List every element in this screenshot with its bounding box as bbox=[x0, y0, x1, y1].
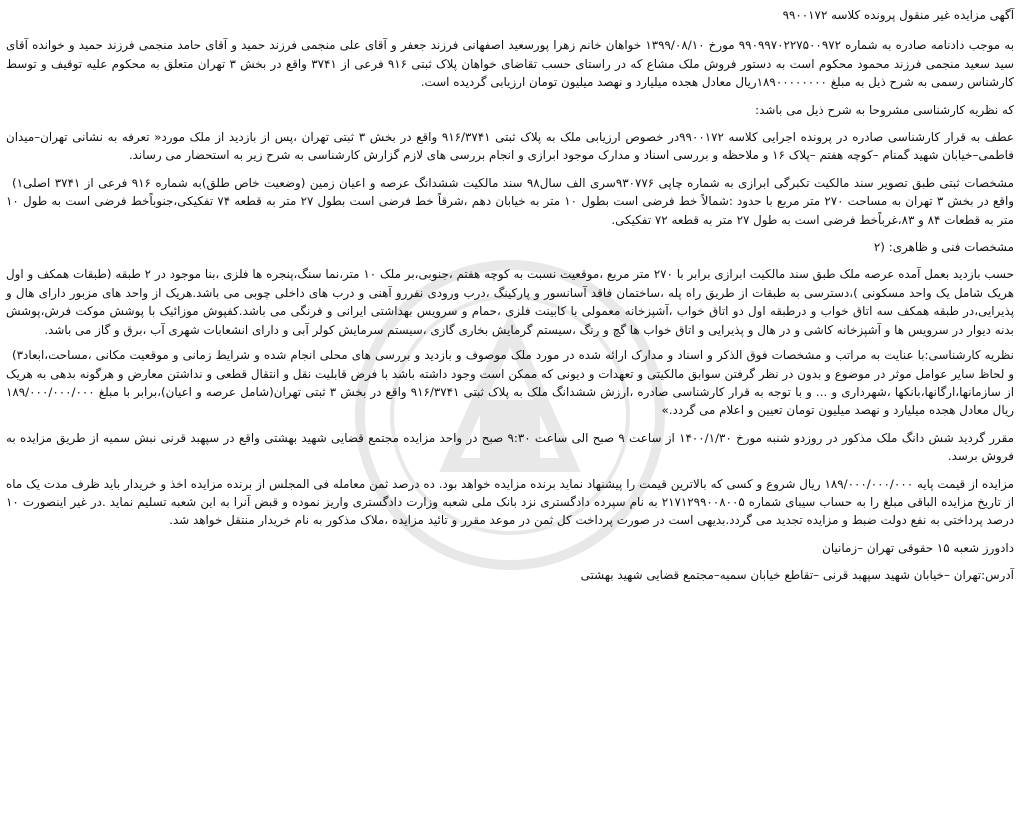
technical-specs-heading: مشخصات فنی و ظاهری: (۲ bbox=[873, 240, 1014, 255]
address-line: آدرس:تهران –خیابان شهید سپهبد قرنی –تقاطع خیابان سمیه–مجتمع قضایی شهید بهشتی bbox=[580, 568, 1014, 583]
auction-notice bbox=[6, 6, 1014, 585]
signature-line: دادورز شعبه ۱۵ حقوقی تهران –زمانیان bbox=[822, 540, 1014, 555]
expert-opinion-text: نظریه کارشناسی:با عنایت به مراتب و مشخصات فوق الذکر و اسناد و مدارک ارائه شده در مورد ملک موصوف و بازدید و بررسی های محلی انجام شده و شرایط زمانی و موقعیت مکانی ،مساحت،ابعاد و لحاظ سایر عوامل موثر در موضوع و بدون در نظر گرفتن سوابق مالکیتی و تعهدات و دیونی که ممکن است وجود داشته باشد با فرض قابلیت نقل و انتقال قطعی و نداشتن معارض و هرگونه بدهی به هریک از سازمانها،ارگانها،بانکها ،شهرداری و ... و با توجه به قرار کارشناسی صادره ،ارزش ششدانگ ملک به پلاک ثبتی ۹۱۶/۳۷۴۱ واقع در بخش ۳ ثبتی تهران(شامل عرصه و اعیان)،برابر با مبلغ ۱۸۹/۰۰۰/۰۰۰/۰۰۰ ریال معادل هجده میلیارد و نهصد میلیون تومان تعیین و اعلام می گردد.» bbox=[6, 348, 1014, 418]
registry-specs-item bbox=[6, 174, 1014, 229]
item-number: (۳ bbox=[12, 348, 24, 363]
registry-specs-text: مشخصات ثبتی طبق تصویر سند مالکیت تکبرگی ابرازی به شماره چاپی ۹۳۰۷۷۶سری الف سال۹۸ سند مالکیت ششدانگ عرصه و اعیان زمین (وضعیت خاص طلق)به شماره ۹۱۶ فرعی از ۳۷۴۱ اصلی واقع در بخش ۳ تهران به مساحت ۲۷۰ متر مربع با حدود :شمالاً خط فرضی است بطول ۱۰ متر به خیابان دهم ،شرقاً خط فرضی است بطول ۲۷ متر به قطعه ۷۴ تفکیکی،جنوباًخط فرضی است به طول ۱۰ متر به قطعات ۸۴ و ۸۳،غرباًخط فرضی است به طول ۲۷ متر به قطعه ۷۲ تفکیکی. bbox=[6, 175, 1015, 227]
intro-paragraph: به موجب دادنامه صادره به شماره ۹۹۰۹۹۷۰۲۲۷۵۰۰۹۷۲ مورخ ۱۳۹۹/۰۸/۱۰ خواهان خانم زهرا پورسعید اصفهانی فرزند جعفر و آقای علی منجمی فرزند حمید و آقای حامد منجمی فرزند حمید و خوانده آقای سید سعید منجمی فرزند محمود محکوم است به دستور فروش ملک مشاع که در راستای حسب تقاضای خواهان پلاک ثبتی ۹۱۶ فرعی از ۳۷۴۱ واقع در بخش ۳ تهران متعلق به محکوم علیه توقیف و توسط کارشناس رسمی به شرح ذیل به مبلغ ۱۸۹۰۰۰۰۰۰۰۰ریال معادل هجده میلیارد و نهصد میلیون تومان ارزیابی گردیده است. bbox=[6, 38, 1015, 90]
expert-intro-paragraph: عطف به قرار کارشناسی صادره در پرونده اجرایی کلاسه ۹۹۰۰۱۷۲در خصوص ارزیابی ملک به پلاک ثبتی ۹۱۶/۳۷۴۱ واقع در بخش ۳ ثبتی تهران ،پس از بازدید از ملک مورد« تعرفه به نشانی تهران–میدان فاطمی–خیابان شهید گمنام –کوچه هفتم –پلاک ۱۶ و ملاحظه و بررسی اسناد و مدارک موجود ابرازی و انجام بررسی های لازم گزارش کارشناسی به شرح زیر به استحضار می رساند. bbox=[6, 130, 1014, 163]
expert-opinion-item bbox=[6, 346, 1014, 420]
auction-terms-paragraph: مزایده از قیمت پایه ۱۸۹/۰۰۰/۰۰۰/۰۰۰ ریال شروع و کسی که بالاترین قیمت را پیشنهاد نماید برنده مزایده خواهد بود. ده درصد ثمن معامله فی المجلس از برنده مزایده اخذ و خریدار باید ظرف مدت یک ماه از تاریخ مزایده الباقی مبلغ را به حساب سیبای شماره ۲۱۷۱۲۹۹۰۰۸۰۰۵ به نام سپرده دادگستری نزد بانک ملی شعبه وزارت دادگستری واریز نموده و قبض آنرا به این شعبه تسلیم نماید .در غیر اینصورت ۱۰ درصد پرداختی به نفع دولت ضبط و مزایده تجدید می گردد.بدیهی است در صورت پرداخت کل ثمن در موعد مقرر و تائید مزایده ،ملاک مذکور به نام خریدار منتقل خواهد شد. bbox=[6, 476, 1014, 528]
notice-title: آگهی مزایده غیر منقول پرونده کلاسه ۹۹۰۰۱۷۲ bbox=[782, 8, 1014, 22]
technical-specs-paragraph: حسب بازدید بعمل آمده عرصه ملک طبق سند مالکیت ابرازی برابر با ۲۷۰ متر مربع ،موقعیت نسبت به کوچه هفتم ،جنوبی،بر ملک ۱۰ متر،نما سنگ،پنجره ها فلزی ،بنا موجود در ۲ طبقه (طبقات همکف و اول هریک شامل یک واحد مسکونی )،دسترسی به طبقات از طریق راه پله ،ساختمان فاقد آسانسور و پارکینگ ،درب ورودی نفررو آهنی و درب های داخلی چوبی می باشد.هریک از واحد های مزبور دارای هال و پذیرایی،در طبقه همکف سه اتاق خواب و درطبقه اول دو اتاق خواب ،آشپزخانه معمولی با کابینت فلزی ،حمام و سرویس بهداشتی ایرانی و فرنگی می باشد.کفپوش موزائیک با پوشش موکت فرش،پوشش بدنه دیوار در سرویس ها و آشپزخانه کاشی و در هال و پذیرایی و اتاق خواب ها گچ و رنگ ،سیستم گرمایش بخاری گازی ،سیستم سرمایش کولر آبی و دارای انشعابات شهری آب ،برق و گاز می باشد. bbox=[6, 267, 1014, 337]
auction-time-paragraph: مقرر گردید شش دانگ ملک مذکور در روزدو شنبه مورخ ۱۴۰۰/۱/۳۰ از ساعت ۹ صبح الی ساعت ۹:۳۰ صبح در واحد مزایده مجتمع قضایی شهید بهشتی واقع در سپهبد قرنی نبش سمیه از طریق مزایده به فروش برسد. bbox=[6, 430, 1014, 464]
item-number: (۱ bbox=[12, 175, 24, 190]
expert-heading: که نظریه کارشناسی مشروحا به شرح ذیل می باشد: bbox=[755, 102, 1014, 117]
